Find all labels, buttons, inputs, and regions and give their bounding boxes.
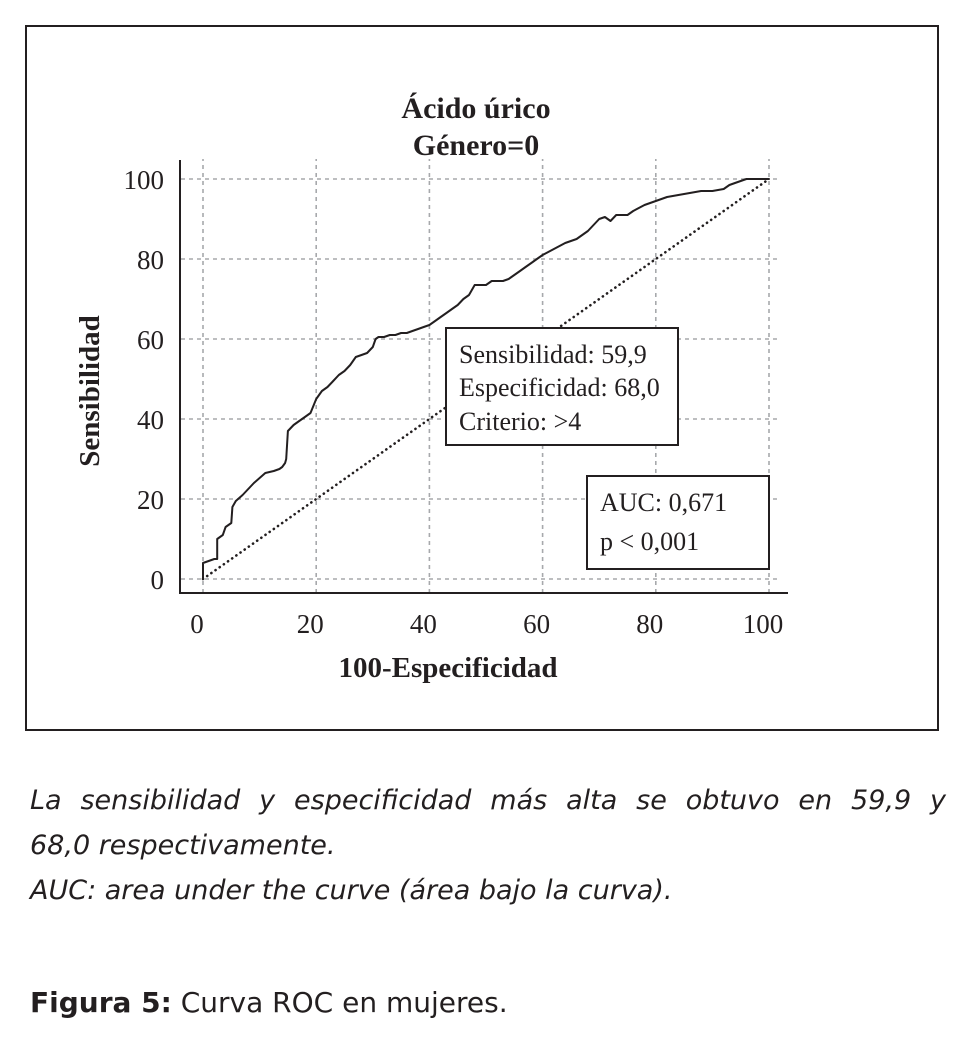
figure-label: Figura 5:	[30, 986, 172, 1019]
x-tick-label-80: 80	[636, 609, 664, 639]
auc-value: AUC: 0,671	[600, 488, 728, 517]
y-tick-label-40: 40	[137, 405, 164, 435]
criterion-specificity: Especificidad: 68,0	[459, 373, 660, 402]
chart-subtitle: Género=0	[412, 129, 540, 162]
figure-title	[30, 986, 508, 1019]
y-tick-label-60: 60	[137, 325, 164, 355]
y-axis-title: Sensibilidad	[74, 315, 106, 467]
criterion-sensitivity: Sensibilidad: 59,9	[459, 340, 647, 369]
x-axis-title: 100-Especificidad	[338, 652, 558, 684]
figure-caption	[30, 778, 946, 913]
chart-title: Ácido úrico	[401, 92, 551, 125]
x-tick-label-20: 20	[296, 609, 324, 639]
x-tick-label-60: 60	[523, 609, 551, 639]
criterion-value: Criterio: >4	[459, 407, 582, 436]
caption-line-1: La sensibilidad y especificidad más alta se obtuvo en 59,9 y	[30, 785, 946, 816]
caption-line-2: 68,0 respectivamente.	[30, 830, 336, 861]
y-tick-label-20: 20	[137, 485, 164, 515]
x-tick-label-0: 0	[190, 609, 204, 639]
criterion-box	[446, 328, 678, 445]
caption-line-3: AUC: area under the curve (área bajo la curva).	[30, 875, 673, 906]
y-tick-label-100: 100	[123, 165, 164, 195]
x-tick-label-100: 100	[742, 609, 784, 639]
y-tick-label-0: 0	[150, 565, 164, 595]
auc-box	[587, 476, 769, 569]
x-tick-label-40: 40	[409, 609, 437, 639]
y-tick-label-80: 80	[137, 245, 164, 275]
figure-text: Curva ROC en mujeres.	[171, 986, 508, 1019]
p-value: p < 0,001	[600, 527, 700, 556]
